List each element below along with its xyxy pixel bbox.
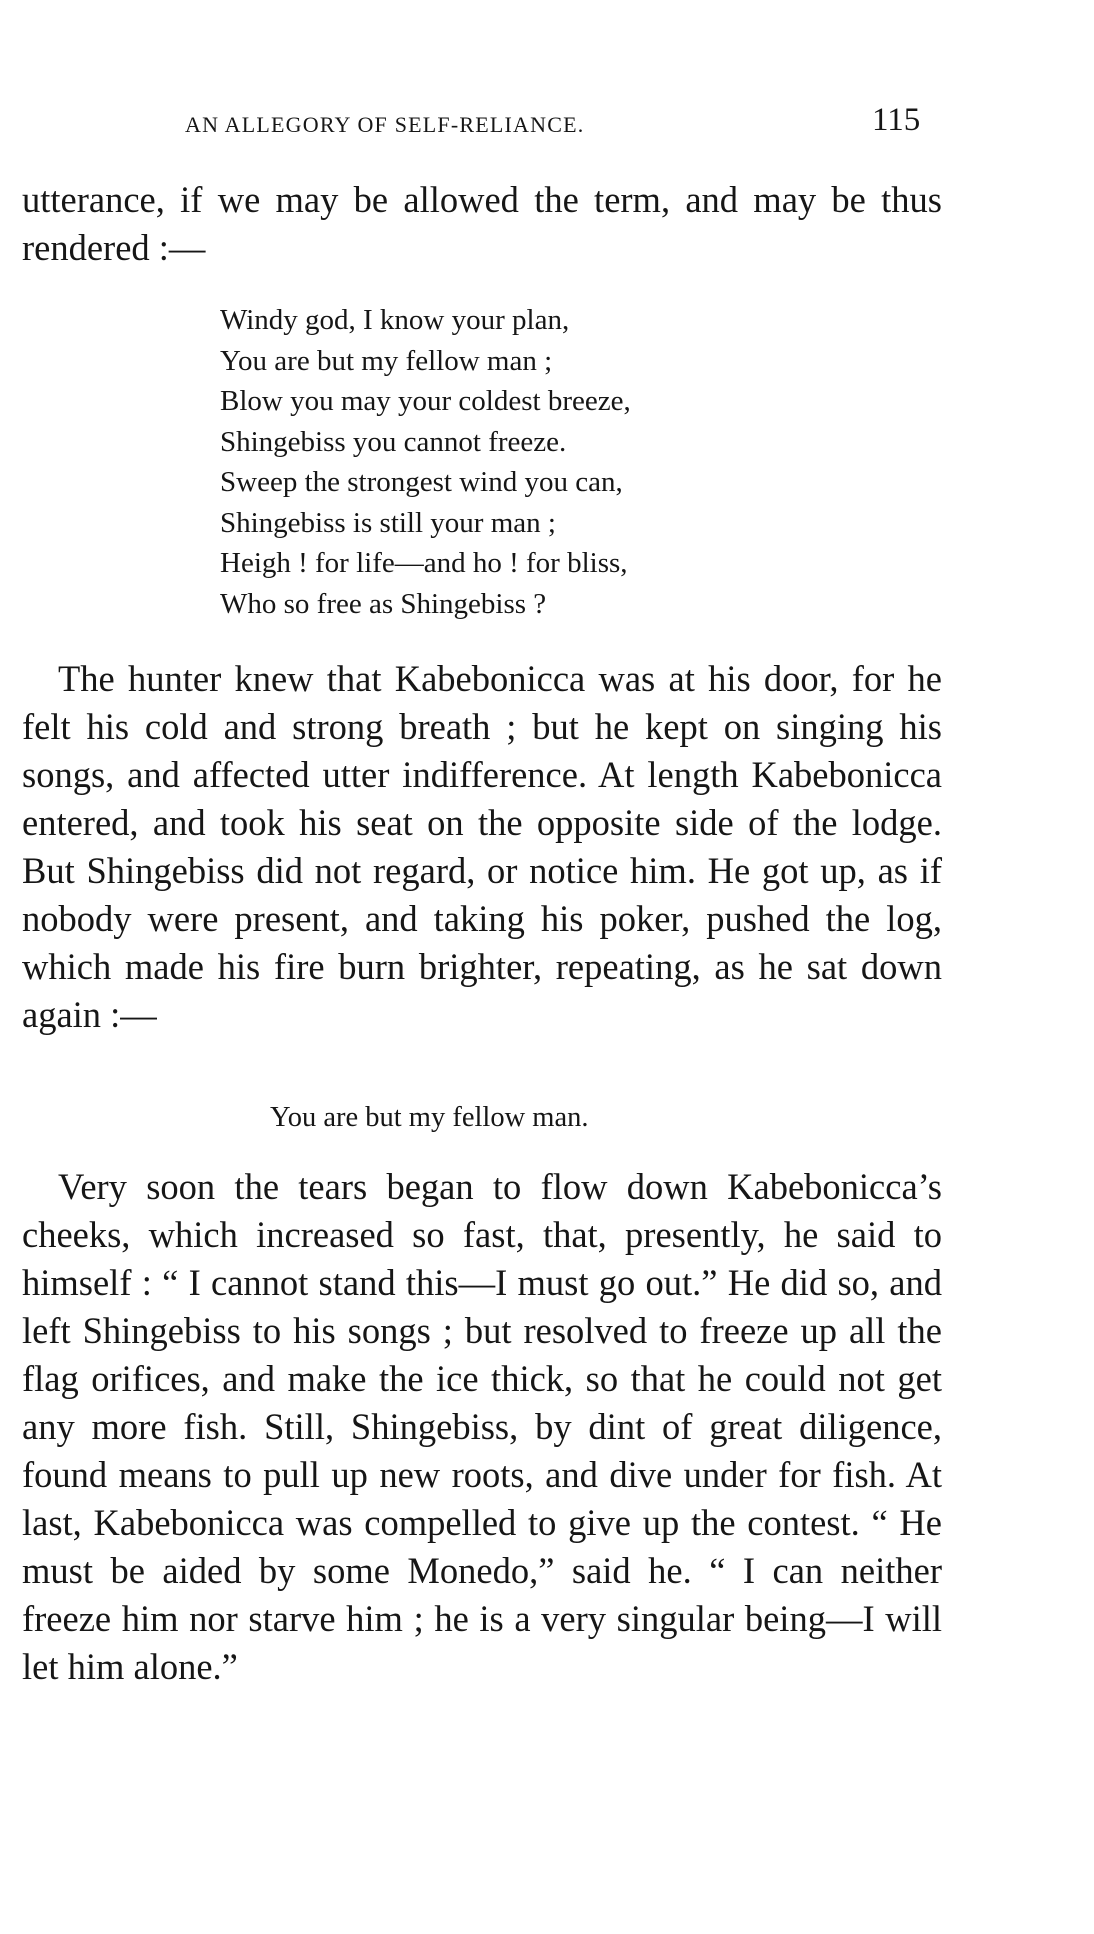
paragraph-two-block — [22, 1163, 942, 1691]
page-number: 115 — [872, 102, 921, 138]
poem-line: Heigh ! for life—and ho ! for bliss, — [220, 547, 628, 579]
poem-line: Blow you may your coldest breeze, — [220, 385, 631, 417]
paragraph-one-block — [22, 655, 942, 1039]
poem-line: Sweep the strongest wind you can, — [220, 466, 623, 498]
paragraph-one: The hunter knew that Kabebonicca was at his door, for he felt his cold and strong breath ; but he kept on singing his songs, and affected utter indifference. At length Kabebonicca entered, and took his seat on the opposite side of the lodge. But Shingebiss did not regard, or notice him. He got up, as if nobody were present, and taking his poker, pushed the log, which made his fire burn brighter, repeating, as he sat down again :— — [22, 658, 942, 1035]
running-head: AN ALLEGORY OF SELF-RELIANCE. — [185, 112, 585, 137]
opening-paragraph: utterance, if we may be allowed the term, and may be thus rendered :— — [22, 179, 942, 268]
poem-line: Shingebiss is still your man ; — [220, 506, 556, 539]
poem-line: Shingebiss you cannot freeze. — [220, 425, 567, 458]
poem-line: You are but my fellow man ; — [220, 344, 553, 377]
verse-quote: You are but my fellow man. — [270, 1102, 589, 1133]
poem-line: Windy god, I know your plan, — [220, 304, 570, 336]
poem — [220, 300, 631, 624]
opening-text-block — [22, 176, 942, 272]
paragraph-two: Very soon the tears began to flow down Kabebonicca’s cheeks, which increased so fast, that, presently, he said to himself : “ I cannot stand this—I must go out.” He did so, and left Shingebiss to his songs ; but resolved to freeze up all the flag orifices, and make the ice thick, so that he could not get any more fish. Still, Shingebiss, by dint of great diligence, found means to pull up new roots, and dive under for fish. At last, Kabebonicca was compelled to give up the contest. “ He must be aided by some Monedo,” said he. “ I can neither freeze him nor starve him ; he is a very singular being—I will let him alone.” — [22, 1166, 942, 1687]
poem-line: Who so free as Shingebiss ? — [220, 587, 547, 620]
